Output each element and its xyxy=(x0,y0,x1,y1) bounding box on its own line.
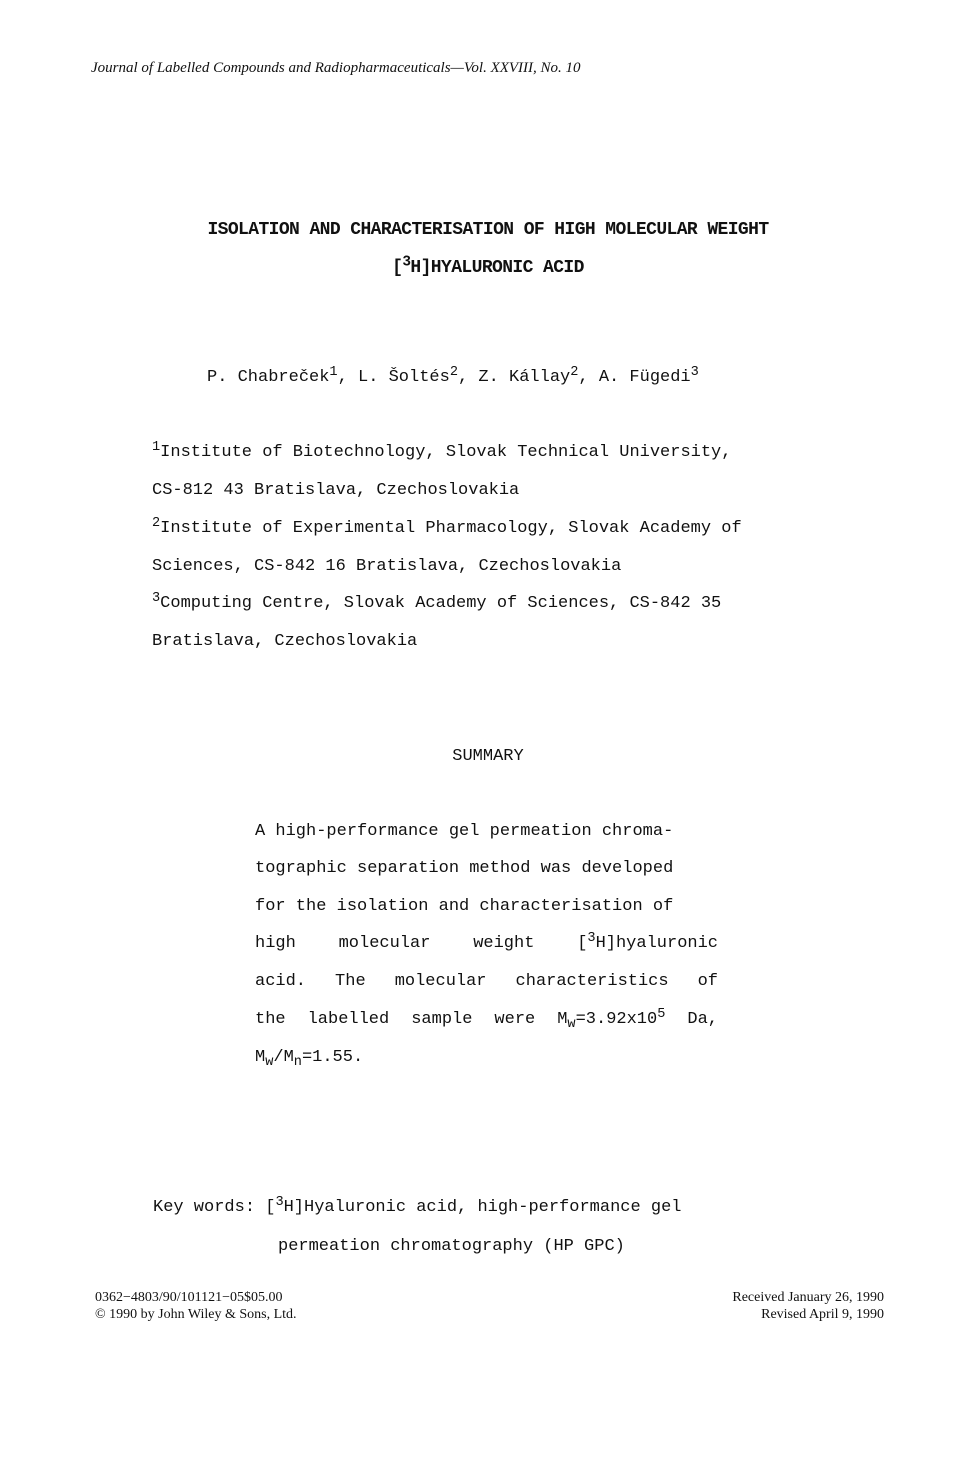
author-list: P. Chabreček$^1$, L. Šoltés$^2$, Z. Kállay$^2$, A. Fügedi$^3$ xyxy=(207,364,699,387)
summary-heading: SUMMARY xyxy=(452,747,524,766)
author: Z. Kállay$^2$ xyxy=(478,364,579,387)
copyright-notice: © 1990 by John Wiley & Sons, Ltd. xyxy=(95,1307,297,1322)
summary-line-1: A high-performance gel permeation chroma- xyxy=(255,822,674,841)
summary-line-7: $M_w/M_n=1.55$. xyxy=(255,1048,364,1071)
affiliation-1-line-2: CS-812 43 Bratislava, Czechoslovakia xyxy=(152,481,520,500)
summary-line-3: for the isolation and characterisation of xyxy=(255,897,674,916)
author: P. Chabreček$^1$ xyxy=(207,364,338,387)
summary-line-4: high molecular weight [$^3$H]hyaluronic xyxy=(255,930,718,953)
revised-date: Revised April 9, 1990 xyxy=(761,1307,884,1322)
keywords-line-2: permeation chromatography (HP GPC) xyxy=(278,1237,625,1256)
affiliation-2-line-1: $^2$Institute of Experimental Pharmacology, Slovak Academy of xyxy=(152,515,742,538)
summary-line-2: tographic separation method was developed xyxy=(255,859,674,878)
keywords-line-1: Key words: [$^3$H]Hyaluronic acid, high-performance gel xyxy=(153,1194,682,1217)
author: A. Fügedi$^3$ xyxy=(598,364,699,387)
title-line-1: ISOLATION AND CHARACTERISATION OF HIGH MOLECULAR WEIGHT xyxy=(207,220,769,240)
received-date: Received January 26, 1990 xyxy=(732,1290,884,1305)
title-line-2: [$^3$H]HYALURONIC ACID xyxy=(392,254,584,278)
journal-header: Journal of Labelled Compounds and Radiopharmaceuticals—Vol. XXVIII, No. 10 xyxy=(91,60,581,76)
summary-line-6: the labelled sample were $M_w=3.92x10^5$ Da, xyxy=(255,1006,718,1033)
author: L. Šoltés$^2$ xyxy=(358,364,458,387)
summary-line-5: acid. The molecular characteristics of xyxy=(255,972,719,991)
keywords-label: Key words: xyxy=(153,1198,256,1217)
affiliation-2-line-2: Sciences, CS-842 16 Bratislava, Czechoslovakia xyxy=(152,557,622,576)
affiliation-3-line-1: $^3$Computing Centre, Slovak Academy of Sciences, CS-842 35 xyxy=(152,590,722,613)
article-code: 0362−4803/90/101121−05$05.00 xyxy=(95,1290,283,1305)
affiliation-3-line-2: Bratislava, Czechoslovakia xyxy=(152,632,418,651)
affiliation-1-line-1: $^1$Institute of Biotechnology, Slovak Technical University, xyxy=(152,439,732,462)
